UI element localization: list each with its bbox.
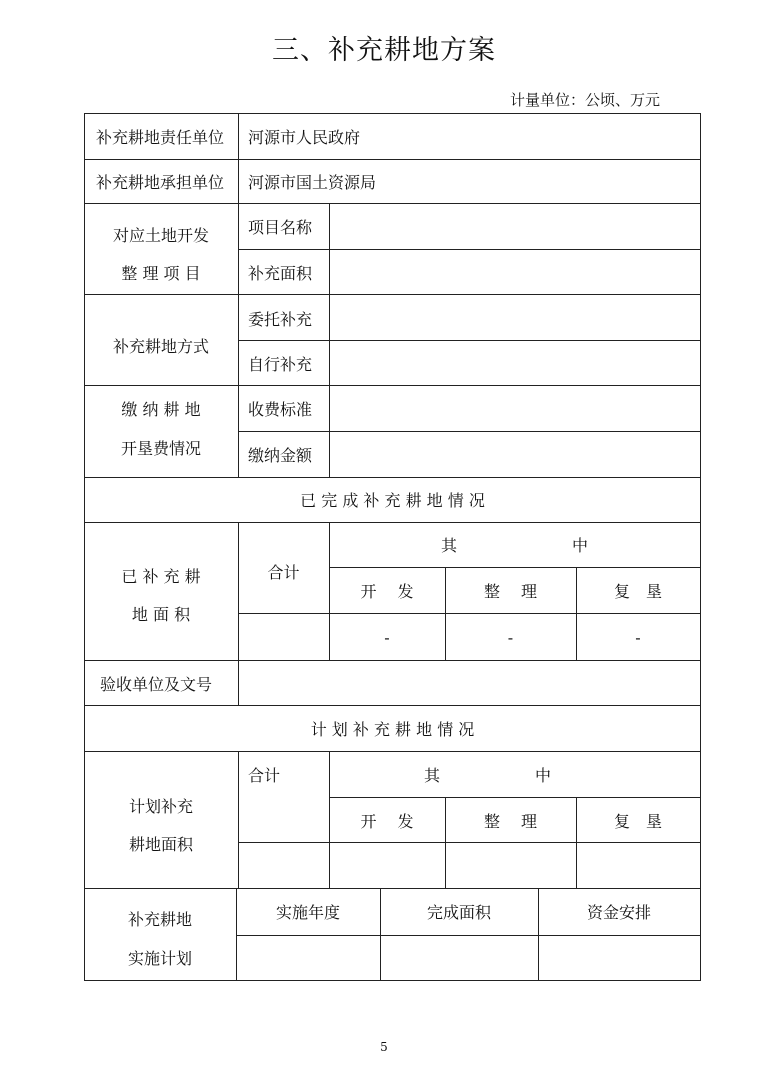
row-divider [238,842,701,843]
impl-fund-label: 资金安排 [586,903,651,922]
impl-label: 补充耕地 [127,910,192,929]
responsible-unit-label: 补充耕地责任单位 [96,128,225,147]
col-divider [576,797,577,888]
supplement-area-label: 补充面积 [248,264,313,283]
completed-area-label: 地 面 积 [131,605,191,624]
row-divider [329,797,701,798]
undertaking-unit-label: 补充耕地承担单位 [96,173,225,192]
plan-arrange-label: 整 理 [483,812,538,831]
among-zhong: 中 [572,536,589,555]
plan-among-zhong: 中 [535,766,552,785]
plan-develop-label: 开 发 [360,812,414,831]
completed-section-title: 已 完 成 补 充 耕 地 情 况 [300,491,485,510]
dev-project-label: 整 理 项 目 [121,264,201,283]
page-title: 三、补充耕地方案 [272,35,496,66]
fee-standard-label: 收费标准 [248,400,313,419]
row-divider [238,431,701,432]
plan-among-qi: 其 [424,766,441,785]
arrange-label: 整 理 [483,582,538,601]
page-number: 5 [380,1040,388,1054]
row-divider [84,159,701,160]
table-border-right [700,113,701,981]
reclaim-label: 复 垦 [613,582,662,601]
project-name-label: 项目名称 [248,218,313,237]
row-divider [84,385,701,386]
self-label: 自行补充 [248,355,313,374]
table-border-top [84,113,701,114]
row-divider [84,705,701,706]
impl-label: 实施计划 [127,949,192,968]
impl-done-area-label: 完成面积 [426,903,491,922]
col-divider [238,660,239,705]
row-divider [236,935,701,936]
method-label: 补充耕地方式 [112,337,209,356]
plan-reclaim-label: 复 垦 [613,812,662,831]
completed-area-label: 已 补 充 耕 [121,567,201,586]
impl-year-label: 实施年度 [275,903,340,922]
col-divider [238,522,239,660]
table-border-bottom [84,980,701,981]
row-divider [84,660,701,661]
row-divider [84,203,701,204]
undertaking-unit-value: 河源市国土资源局 [248,173,377,192]
row-divider [329,567,701,568]
acceptance-label: 验收单位及文号 [100,675,213,694]
col-divider [380,888,381,980]
fee-amount-label: 缴纳金额 [248,446,313,465]
completed-arrange-value: - [507,628,514,647]
fee-label: 缴 纳 耕 地 [121,400,201,419]
col-divider [238,113,239,477]
plan-section-title: 计 划 补 充 耕 地 情 况 [310,720,475,739]
fee-label: 开垦费情况 [120,439,201,458]
row-divider [84,294,701,295]
row-divider [84,522,701,523]
row-divider [84,477,701,478]
row-divider [238,249,701,250]
entrusted-label: 委托补充 [248,310,313,329]
col-divider [236,888,237,980]
dev-project-label: 对应土地开发 [112,226,209,245]
plan-area-label: 计划补充 [128,797,193,816]
unit-label: 计量单位：公顷、万元 [509,91,660,109]
row-divider [238,340,701,341]
completed-reclaim-value: - [635,628,641,647]
plan-total-label: 合计 [248,766,281,785]
develop-label: 开 发 [360,582,414,601]
completed-develop-value: - [384,628,390,647]
col-divider [329,203,330,477]
responsible-unit-value: 河源市人民政府 [248,128,361,147]
row-divider [238,613,701,614]
col-divider [445,797,446,888]
col-divider [238,751,239,888]
col-divider [538,888,539,980]
row-divider [84,751,701,752]
total-label: 合计 [267,563,300,582]
plan-area-label: 耕地面积 [128,835,193,854]
among-qi: 其 [441,536,458,555]
row-divider [84,888,701,889]
